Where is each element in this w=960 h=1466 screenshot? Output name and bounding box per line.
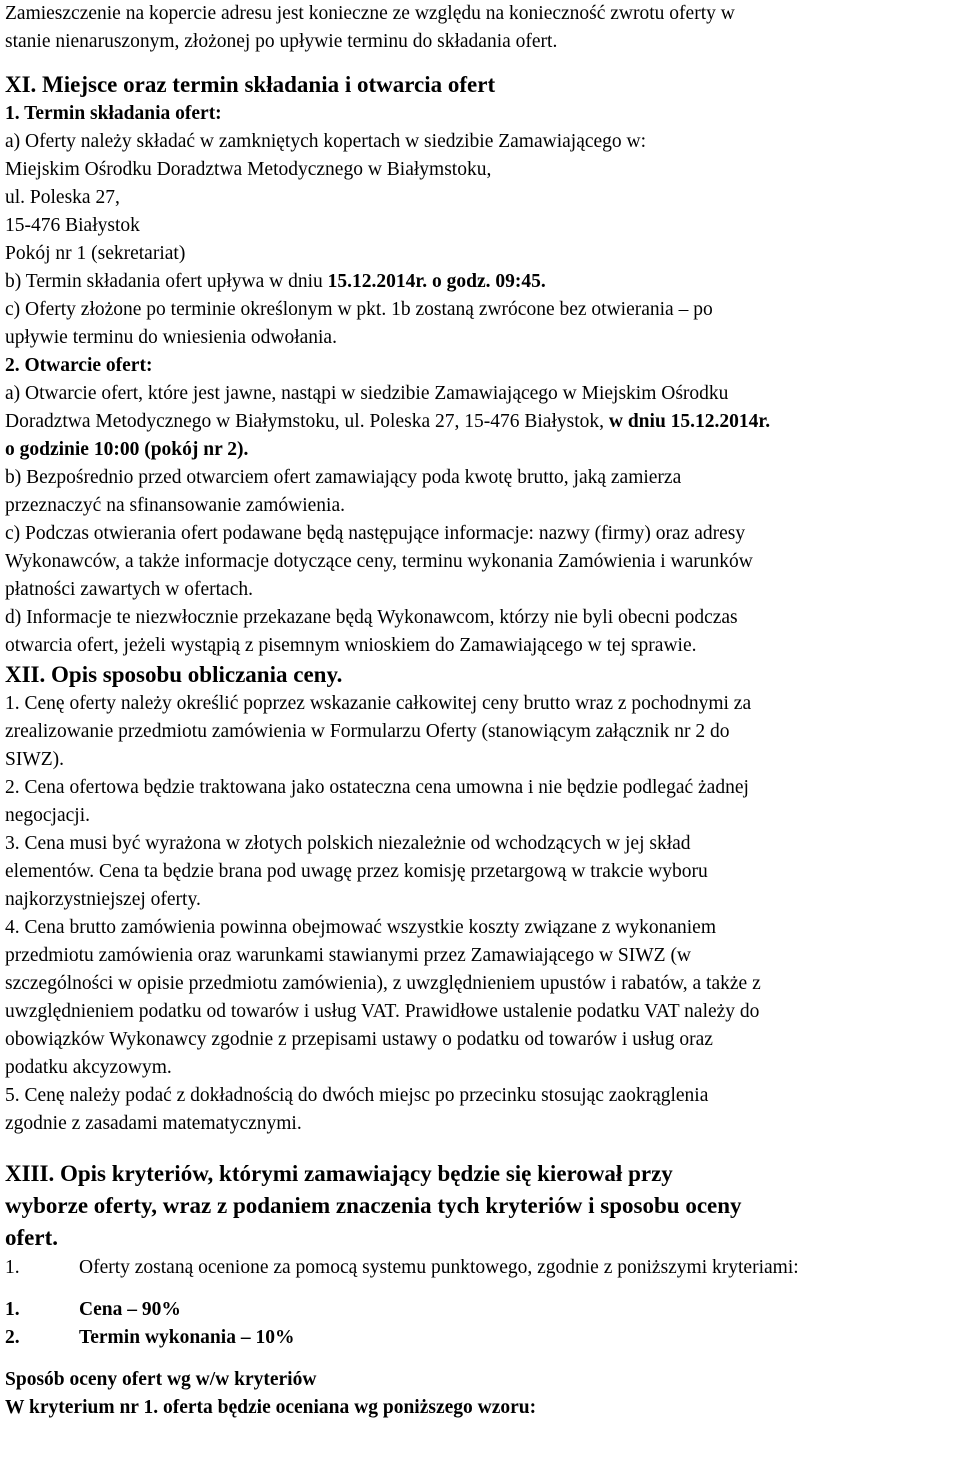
text-line: Pokój nr 1 (sekretariat)	[5, 243, 186, 264]
text-line: SIWZ).	[5, 749, 65, 770]
text-line: szczególności w opisie przedmiotu zamówienia), z uwzględnieniem upustów i rabatów, a także z	[5, 973, 761, 994]
text-line: negocjacji.	[5, 805, 90, 826]
document-page	[5, 0, 955, 1422]
subsection-title: 1. Termin składania ofert:	[5, 103, 222, 124]
section-heading: XI. Miejsce oraz termin składania i otwarcia ofert	[5, 72, 496, 97]
text-line: przeznaczyć na sfinansowanie zamówienia.	[5, 495, 345, 516]
text-line: a) Otwarcie ofert, które jest jawne, nastąpi w siedzibie Zamawiającego w Miejskim Ośrodku	[5, 383, 729, 404]
text-line: 3. Cena musi być wyrażona w złotych polskich niezależnie od wchodzących w jej skład	[5, 833, 691, 854]
text-line: 4. Cena brutto zamówienia powinna obejmować wszystkie koszty związane z wykonaniem	[5, 917, 716, 938]
text-line: 1. Cenę oferty należy określić poprzez wskazanie całkowitej ceny brutto wraz z pochodnymi za	[5, 693, 752, 714]
text-line: c) Oferty złożone po terminie określonym w pkt. 1b zostaną zwrócone bez otwierania – po	[5, 299, 713, 320]
text-line: d) Informacje te niezwłocznie przekazane będą Wykonawcom, którzy nie byli obecni podczas	[5, 607, 738, 628]
text-line: Wykonawców, a także informacje dotyczące ceny, terminu wykonania Zamówienia i warunków	[5, 551, 753, 572]
criterion-item	[5, 1296, 955, 1324]
text-line: stanie nienaruszonym, złożonej po upływie terminu do składania ofert.	[5, 31, 558, 52]
opening-date-line	[5, 408, 955, 436]
text-run: b) Termin składania ofert upływa w dniu	[5, 271, 328, 292]
text-line: otwarcia ofert, jeżeli wystąpią z pisemnym wnioskiem do Zamawiającego w tej sprawie.	[5, 635, 697, 656]
text-line: a) Oferty należy składać w zamkniętych kopertach w siedzibie Zamawiającego w:	[5, 131, 647, 152]
section-heading: XIII. Opis kryteriów, którymi zamawiający będzie się kierował przy	[5, 1161, 673, 1186]
text-line: przedmiotu zamówienia oraz warunkami stawianymi przez Zamawiającego w SIWZ (w	[5, 945, 692, 966]
text-line: płatności zawartych w ofertach.	[5, 579, 253, 600]
evaluation-heading: Sposób oceny ofert wg w/w kryteriów	[5, 1369, 317, 1390]
list-text: Oferty zostaną ocenione za pomocą systemu punktowego, zgodnie z poniższymi kryteriami:	[79, 1257, 799, 1278]
opening-date: w dniu 15.12.2014r.	[608, 411, 771, 432]
subsection-title: 2. Otwarcie ofert:	[5, 355, 153, 376]
section-heading: wyborze oferty, wraz z podaniem znaczenia tych kryteriów i sposobu oceny	[5, 1193, 742, 1218]
text-line: najkorzystniejszej oferty.	[5, 889, 201, 910]
list-number: 1.	[5, 1257, 20, 1278]
text-line: b) Bezpośrednio przed otwarciem ofert zamawiający poda kwotę brutto, jaką zamierza	[5, 467, 682, 488]
text-line: zgodnie z zasadami matematycznymi.	[5, 1113, 302, 1134]
section-heading: XII. Opis sposobu obliczania ceny.	[5, 662, 343, 687]
text-line: Zamieszczenie na kopercie adresu jest konieczne ze względu na konieczność zwrotu oferty w	[5, 3, 735, 24]
text-line: zrealizowanie przedmiotu zamówienia w Formularzu Oferty (stanowiącym załącznik nr 2 do	[5, 721, 730, 742]
criterion-text: Cena – 90%	[79, 1299, 181, 1320]
text-line: obowiązków Wykonawcy zgodnie z przepisami ustawy o podatku od towarów i usług oraz	[5, 1029, 713, 1050]
section-xi	[5, 70, 955, 660]
deadline-line	[5, 268, 955, 296]
criterion-formula-heading: W kryterium nr 1. oferta będzie oceniana wg poniższego wzoru:	[5, 1397, 537, 1418]
criterion-item	[5, 1324, 955, 1352]
text-line: uwzględnieniem podatku od towarów i usług VAT. Prawidłowe ustalenie podatku VAT należy do	[5, 1001, 760, 1022]
section-heading: ofert.	[5, 1225, 58, 1250]
intro-paragraph	[5, 0, 955, 56]
text-line: elementów. Cena ta będzie brana pod uwagę przez komisję przetargową w trakcie wyboru	[5, 861, 708, 882]
text-line: c) Podczas otwierania ofert podawane będą następujące informacje: nazwy (firmy) oraz adresy	[5, 523, 746, 544]
opening-time: o godzinie 10:00 (pokój nr 2).	[5, 439, 249, 460]
list-number: 2.	[5, 1327, 20, 1348]
text-line: ul. Poleska 27,	[5, 187, 120, 208]
text-line: podatku akcyzowym.	[5, 1057, 172, 1078]
text-line: 15-476 Białystok	[5, 215, 140, 236]
text-line: 2. Cena ofertowa będzie traktowana jako ostateczna cena umowna i nie będzie podlegać żadnej	[5, 777, 749, 798]
criterion-text: Termin wykonania – 10%	[79, 1327, 295, 1348]
text-line: upływie terminu do wniesienia odwołania.	[5, 327, 337, 348]
text-run: Doradztwa Metodycznego w Białymstoku, ul. Poleska 27, 15-476 Białystok,	[5, 411, 609, 432]
section-xiii	[5, 1158, 955, 1422]
section-xii	[5, 660, 955, 1138]
deadline-date: 15.12.2014r. o godz. 09:45.	[327, 271, 546, 292]
list-item	[5, 1254, 955, 1282]
text-line: 5. Cenę należy podać z dokładnością do dwóch miejsc po przecinku stosując zaokrąglenia	[5, 1085, 709, 1106]
list-number: 1.	[5, 1299, 20, 1320]
text-line: Miejskim Ośrodku Doradztwa Metodycznego w Białymstoku,	[5, 159, 492, 180]
